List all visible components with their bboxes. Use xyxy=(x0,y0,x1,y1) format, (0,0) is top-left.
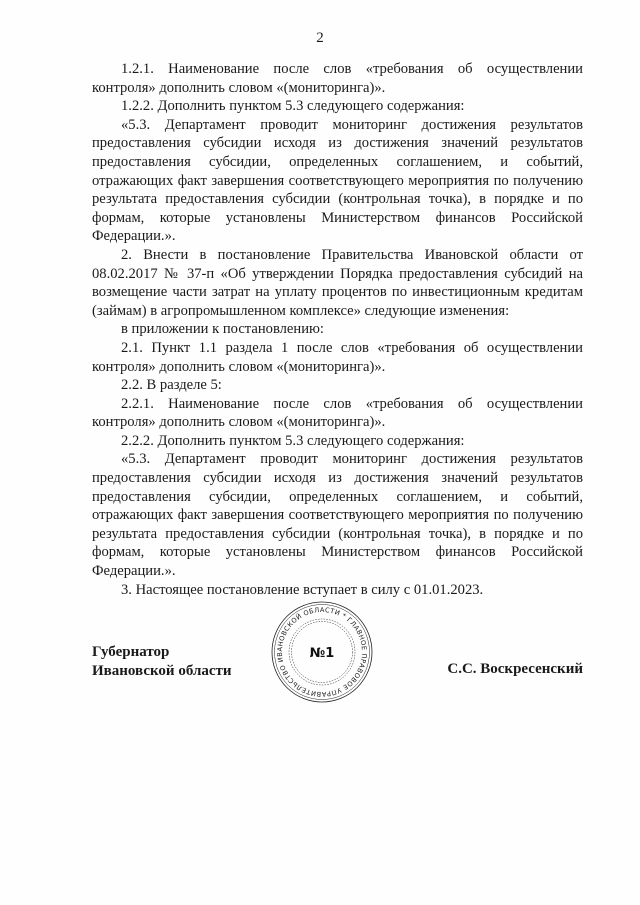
signatory-name: С.С. Воскресенский xyxy=(447,661,583,677)
stamp-ring-text: ПРАВИТЕЛЬСТВО ИВАНОВСКОЙ ОБЛАСТИ * ГЛАВНОЕ ПРАВОВОЕ УПРАВЛЕНИЕ xyxy=(275,605,369,699)
paragraph: 2.1. Пункт 1.1 раздела 1 после слов «требования об осуществлении контроля» дополнить словом «(мониторинга)». xyxy=(92,339,583,375)
signatory-title-line2: Ивановской области xyxy=(92,663,232,679)
page-number: 2 xyxy=(316,30,324,46)
paragraph: 2. Внести в постановление Правительства Ивановской области от 08.02.2017 № 37-п «Об утверждении Порядка предоставления субсидий на возмещение части затрат на уплату процентов по инвестиционным кредитам (займам) в агропромышленном комплексе» следующие изменения: xyxy=(92,246,583,319)
paragraph: «5.3. Департамент проводит мониторинг достижения результатов предоставления субсидии исходя из достижения значений результатов предоставления субсидии, определенных соглашением, и событий, отражающих факт завершения соответствующего мероприятия по получению результата предоставления субсидии (контрольная точка), в порядке и по формам, которые установлены Министерством финансов Российской Федерации.». xyxy=(92,116,583,245)
paragraph: 1.2.1. Наименование после слов «требования об осуществлении контроля» дополнить словом «(мониторинга)». xyxy=(92,61,583,96)
document-body xyxy=(92,60,583,599)
stamp-number: №1 xyxy=(309,646,335,661)
paragraph: в приложении к постановлению: xyxy=(121,321,324,338)
paragraph: 2.2.2. Дополнить пунктом 5.3 следующего содержания: xyxy=(121,432,465,449)
paragraph: 2.2.1. Наименование после слов «требования об осуществлении контроля» дополнить словом «(мониторинга)». xyxy=(92,395,583,431)
signatory-title-line1: Губернатор xyxy=(92,644,170,660)
paragraph: 2.2. В разделе 5: xyxy=(121,377,222,394)
official-stamp xyxy=(270,600,374,704)
signatory-title xyxy=(92,643,232,681)
paragraph: 3. Настоящее постановление вступает в силу с 01.01.2023. xyxy=(121,581,484,598)
paragraph: 1.2.2. Дополнить пунктом 5.3 следующего содержания: xyxy=(121,98,465,115)
paragraph: «5.3. Департамент проводит мониторинг достижения результатов предоставления субсидии исходя из достижения значений результатов предоставления субсидии, определенных соглашением, и событий, отражающих факт завершения соответствующего мероприятия по получению результата предоставления субсидии (контрольная точка), в порядке и по формам, которые установлены Министерством финансов Российской Федерации.». xyxy=(92,451,583,580)
